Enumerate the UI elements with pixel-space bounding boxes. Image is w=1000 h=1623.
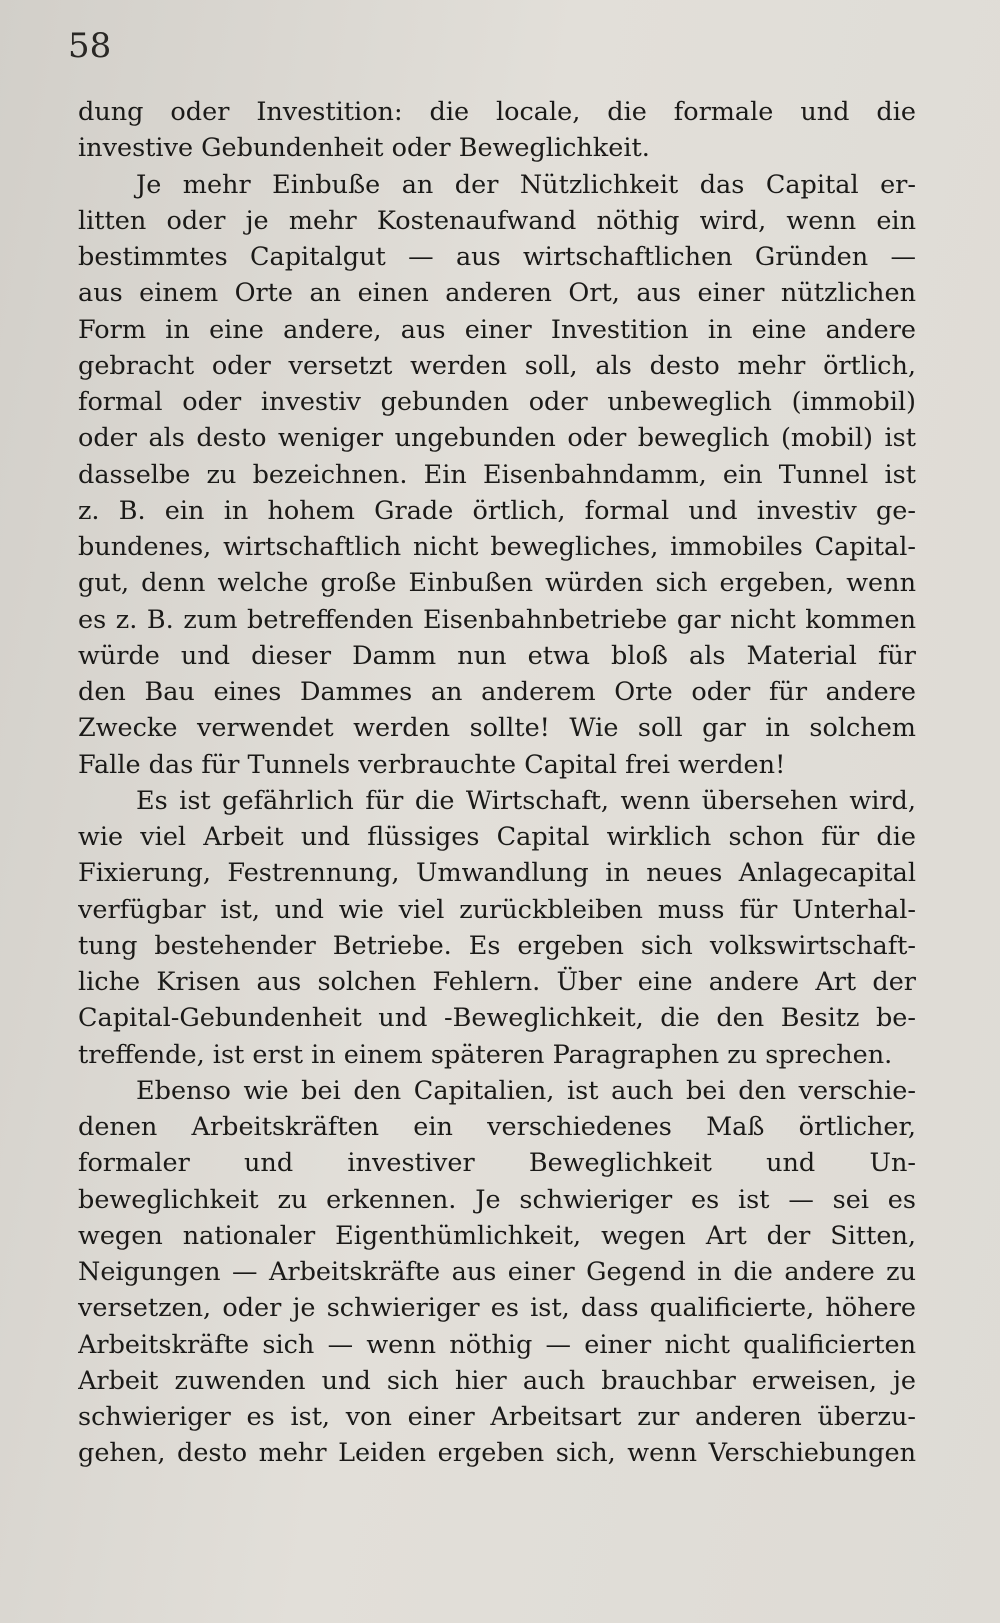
text-line: wegen nationaler Eigenthümlichkeit, wegen Art der Sitten, — [78, 1220, 916, 1251]
text-line: Form in eine andere, aus einer Investition in eine andere — [78, 314, 916, 345]
text-line: bestimmtes Capitalgut — aus wirtschaftlichen Gründen — — [78, 242, 916, 272]
text-line: litten oder je mehr Kostenaufwand nöthig wird, wenn ein — [78, 205, 916, 236]
text-line: aus einem Orte an einen anderen Ort, aus einer nützlichen — [78, 278, 916, 309]
text-line: dasselbe zu bezeichnen. Ein Eisenbahndamm, ein Tunnel ist — [78, 459, 916, 490]
text-line: formaler und investiver Beweglichkeit und Un- — [78, 1148, 916, 1179]
text-line: tung bestehender Betriebe. Es ergeben sich volkswirtschaft- — [78, 930, 916, 961]
text-line: dung oder Investition: die locale, die formale und die — [78, 97, 916, 127]
text-line: es z. B. zum betreffenden Eisenbahnbetriebe gar nicht kommen — [78, 604, 916, 635]
text-line: gut, denn welche große Einbußen würden sich ergeben, wenn — [78, 568, 916, 599]
text-line: Es ist gefährlich für die Wirtschaft, wenn übersehen wird, — [136, 785, 916, 816]
text-line: würde und dieser Damm nun etwa bloß als Material für — [78, 640, 916, 671]
paragraph-4 — [78, 1073, 916, 1472]
text-line: verfügbar ist, und wie viel zurückbleiben muss für Unterhal- — [78, 894, 916, 925]
text-line: bundenes, wirtschaftlich nicht bewegliches, immobiles Capital- — [78, 532, 916, 562]
paragraph-2 — [78, 167, 916, 783]
text-line: Falle das für Tunnels verbrauchte Capital frei werden! — [78, 749, 786, 780]
body-text — [78, 94, 916, 1472]
text-line: Zwecke verwendet werden sollte! Wie soll gar in solchem — [78, 713, 916, 744]
page-number: 58 — [68, 26, 112, 66]
text-line: investive Gebundenheit oder Beweglichkeit. — [78, 133, 650, 164]
text-line: beweglichkeit zu erkennen. Je schwieriger es ist — sei es — [78, 1184, 916, 1215]
text-line: wie viel Arbeit und flüssiges Capital wirklich schon für die — [78, 822, 916, 852]
text-line: Arbeit zuwenden und sich hier auch brauchbar erweisen, je — [78, 1365, 916, 1396]
text-line: Ebenso wie bei den Capitalien, ist auch bei den verschie- — [136, 1075, 916, 1106]
text-line: Neigungen — Arbeitskräfte aus einer Gegend in die andere zu — [78, 1257, 916, 1287]
text-line: z. B. ein in hohem Grade örtlich, formal und investiv ge- — [78, 495, 916, 526]
text-line: den Bau eines Dammes an anderem Orte oder für andere — [78, 677, 916, 707]
text-line: schwieriger es ist, von einer Arbeitsart zur anderen überzu- — [78, 1402, 916, 1432]
text-line: oder als desto weniger ungebunden oder beweglich (mobil) ist — [78, 423, 916, 454]
paragraph-1 — [78, 94, 916, 167]
text-line: treffende, ist erst in einem späteren Paragraphen zu sprechen. — [78, 1039, 893, 1070]
text-line: Fixierung, Festrennung, Umwandlung in neues Anlagecapital — [78, 858, 916, 889]
text-line: formal oder investiv gebunden oder unbeweglich (immobil) — [78, 387, 916, 417]
text-line: Je mehr Einbuße an der Nützlichkeit das Capital er- — [136, 169, 916, 200]
text-line: denen Arbeitskräften ein verschiedenes Maß örtlicher, — [78, 1112, 916, 1142]
text-line: Arbeitskräfte sich — wenn nöthig — einer nicht qualificierten — [78, 1329, 916, 1360]
text-line: liche Krisen aus solchen Fehlern. Über eine andere Art der — [78, 967, 916, 997]
text-line: versetzen, oder je schwieriger es ist, dass qualificierte, höhere — [78, 1293, 916, 1324]
text-line: gebracht oder versetzt werden soll, als desto mehr örtlich, — [78, 350, 916, 381]
paragraph-3 — [78, 783, 916, 1073]
text-line: Capital-Gebundenheit und -Beweglichkeit, die den Besitz be- — [78, 1003, 916, 1034]
text-line: gehen, desto mehr Leiden ergeben sich, wenn Verschiebungen — [78, 1438, 916, 1469]
